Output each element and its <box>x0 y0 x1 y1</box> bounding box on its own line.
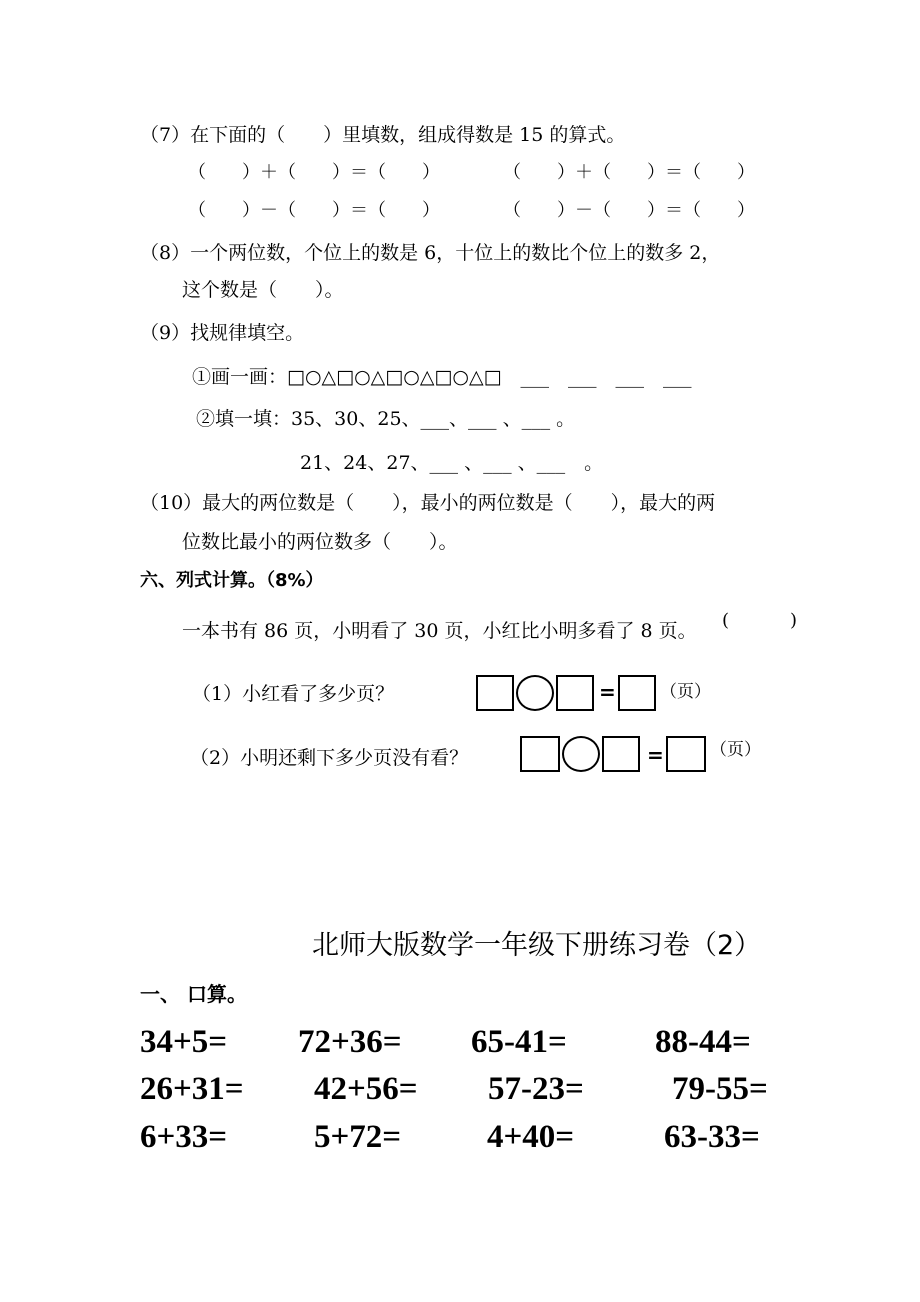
q8-line1: （8）一个两位数，个位上的数是 6，十位上的数比个位上的数多 2， <box>140 242 721 264</box>
arithmetic-item: 42+56= <box>314 1071 418 1107</box>
equals-sign: = <box>647 743 664 767</box>
q10-line2: 位数比最小的两位数多（ ）。 <box>182 531 458 553</box>
section6-heading: 六、列式计算。（8%） <box>140 570 324 591</box>
sub2-question: （2）小明还剩下多少页没有看？ <box>190 747 469 769</box>
q9-draw-pattern: ①画一画：□○△□○△□○△□○△□ ___ ___ ___ ___ <box>192 366 692 388</box>
q7-title: （7）在下面的（ ）里填数，组成得数是 15 的算式。 <box>140 124 626 146</box>
paren-left: ( <box>722 610 730 631</box>
answer-box[interactable] <box>476 675 514 711</box>
section6-problem: 一本书有 86 页，小明看了 30 页，小红比小明多看了 8 页。 <box>182 620 697 642</box>
q9-fill-sequence-1: ②填一填：35、30、25、___、___ 、___ 。 <box>196 408 576 430</box>
q7-equation-row1-right: （ ）＋（ ）＝（ ） <box>503 162 755 183</box>
arithmetic-item: 6+33= <box>140 1119 228 1155</box>
q10-line1: （10）最大的两位数是（ ），最小的两位数是（ ），最大的两 <box>140 492 716 514</box>
arithmetic-item: 5+72= <box>314 1119 402 1155</box>
arithmetic-item: 79-55= <box>672 1071 768 1107</box>
q8-line2: 这个数是（ ）。 <box>182 279 344 301</box>
q7-equation-row2-left: （ ）－（ ）＝（ ） <box>188 200 440 221</box>
answer-box[interactable] <box>602 736 640 772</box>
q7-equation-row1-left: （ ）＋（ ）＝（ ） <box>188 162 440 183</box>
arithmetic-item: 63-33= <box>664 1119 760 1155</box>
arithmetic-item: 26+31= <box>140 1071 244 1107</box>
equals-sign: = <box>599 680 616 704</box>
arithmetic-item: 65-41= <box>471 1024 567 1060</box>
result-box[interactable] <box>666 736 706 772</box>
arithmetic-item: 88-44= <box>655 1024 751 1060</box>
paper2-title: 北师大版数学一年级下册练习卷（2） <box>312 930 762 961</box>
operator-circle[interactable] <box>516 675 554 711</box>
q9-fill-sequence-2: 21、24、27、___ 、___ 、___ 。 <box>300 452 604 474</box>
operator-circle[interactable] <box>562 736 600 772</box>
arithmetic-item: 34+5= <box>140 1024 228 1060</box>
unit-label: （页） <box>660 682 711 702</box>
arithmetic-item: 72+36= <box>298 1024 402 1060</box>
result-box[interactable] <box>618 675 656 711</box>
section1-heading: 一、 口算。 <box>140 982 247 1006</box>
paren-right: ) <box>790 610 798 631</box>
arithmetic-item: 57-23= <box>488 1071 584 1107</box>
answer-box[interactable] <box>520 736 560 772</box>
arithmetic-item: 4+40= <box>487 1119 575 1155</box>
answer-box[interactable] <box>556 675 594 711</box>
sub1-question: （1）小红看了多少页？ <box>192 683 395 705</box>
q9-title: （9）找规律填空。 <box>140 322 305 344</box>
q7-equation-row2-right: （ ）－（ ）＝（ ） <box>503 200 755 221</box>
unit-label: （页） <box>710 740 761 760</box>
